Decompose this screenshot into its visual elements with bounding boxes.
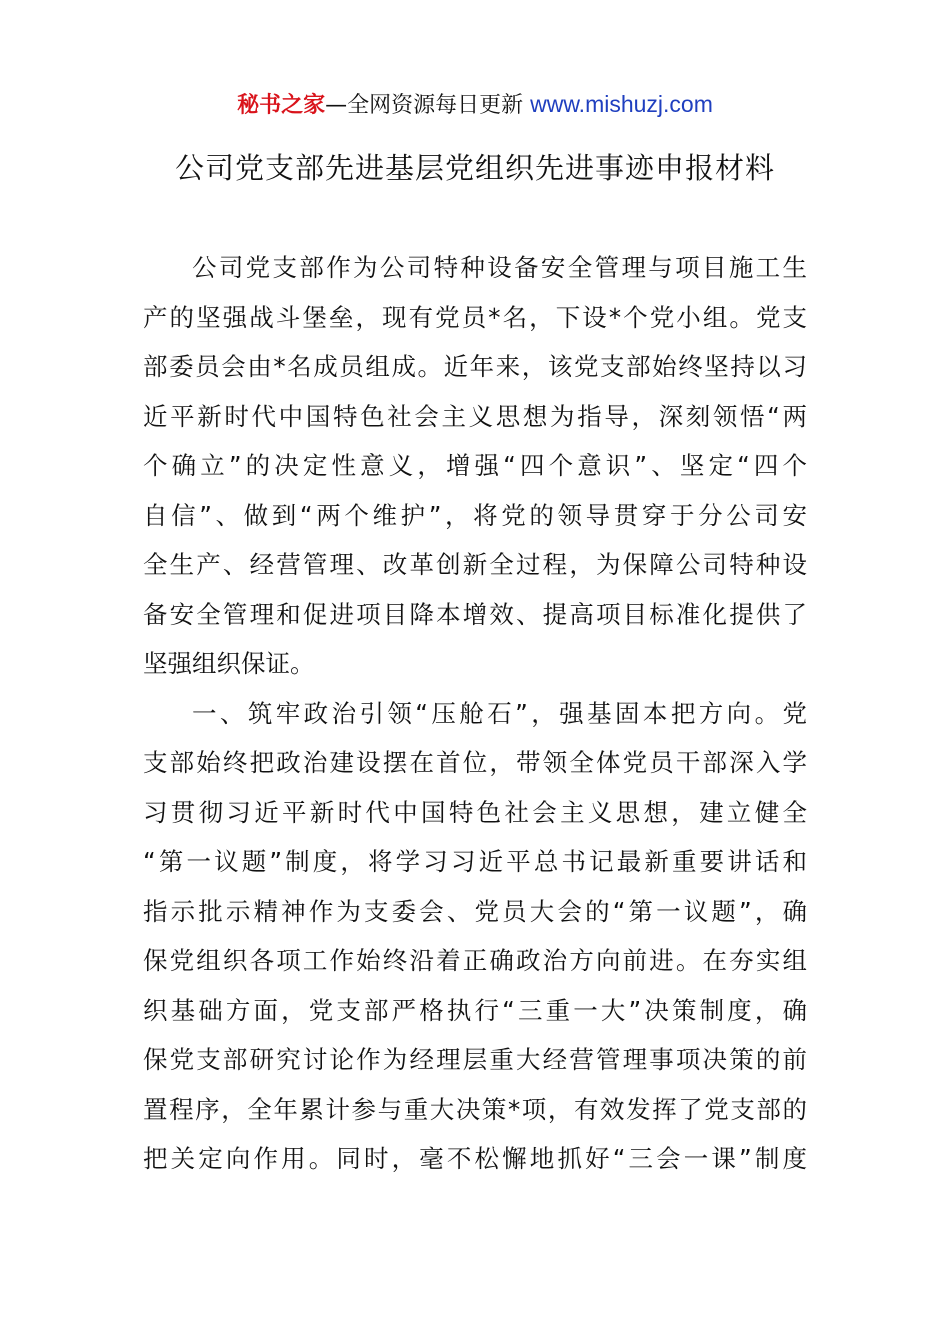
paragraph-line: 个确立”的决定性意义，增强“四个意识”、坚定“四个 [143, 451, 807, 480]
paragraph-line: 产的坚强战斗堡垒，现有党员*名，下设*个党小组。党支 [143, 302, 807, 332]
paragraph-line: 保党支部研究讨论作为经理层重大经营管理事项决策的前 [143, 1045, 807, 1074]
paragraph-line: 备安全管理和促进项目降本增效、提高项目标准化提供了 [143, 599, 807, 629]
paragraph-line: 全生产、经营管理、改革创新全过程，为保障公司特种设 [143, 550, 807, 579]
paragraph-line: 公司党支部作为公司特种设备安全管理与项目施工生 [192, 253, 807, 282]
site-header [0, 88, 950, 122]
paragraph-line: 习贯彻习近平新时代中国特色社会主义思想，建立健全 [143, 797, 807, 827]
paragraph-line: 织基础方面，党支部严格执行“三重一大”决策制度，确 [143, 995, 807, 1025]
paragraph-line: 把关定向作用。同时，毫不松懈地抓好“三会一课”制度 [143, 1144, 807, 1173]
paragraph-line: 部委员会由*名成员组成。近年来，该党支部始终坚持以习 [143, 352, 807, 381]
paragraph-line: 指示批示精神作为支委会、党员大会的“第一议题”，确 [143, 896, 807, 926]
paragraph-line: 坚强组织保证。 [143, 649, 315, 678]
paragraph-line: 近平新时代中国特色社会主义思想为指导，深刻领悟“两 [143, 401, 807, 431]
brand-name: 秘书之家 [237, 93, 326, 118]
paragraph-line: 保党组织各项工作始终沿着正确政治方向前进。在夯实组 [143, 946, 807, 975]
paragraph-line: “第一议题”制度，将学习习近平总书记最新重要讲话和 [143, 847, 807, 876]
document-title: 公司党支部先进基层党组织先进事迹申报材料 [174, 151, 775, 185]
document-body [143, 243, 807, 1184]
paragraph-line: 自信”、做到“两个维护”，将党的领导贯穿于分公司安 [143, 500, 807, 530]
paragraph-line: 置程序，全年累计参与重大决策*项，有效发挥了党支部的 [143, 1094, 807, 1124]
paragraph-line: 支部始终把政治建设摆在首位，带领全体党员干部深入学 [143, 748, 807, 777]
header-tagline: —全网资源每日更新 [325, 93, 531, 118]
site-url: www.mishuzj.com [530, 91, 713, 117]
paragraph-line: 一、筑牢政治引领“压舱石”，强基固本把方向。党 [192, 698, 807, 728]
